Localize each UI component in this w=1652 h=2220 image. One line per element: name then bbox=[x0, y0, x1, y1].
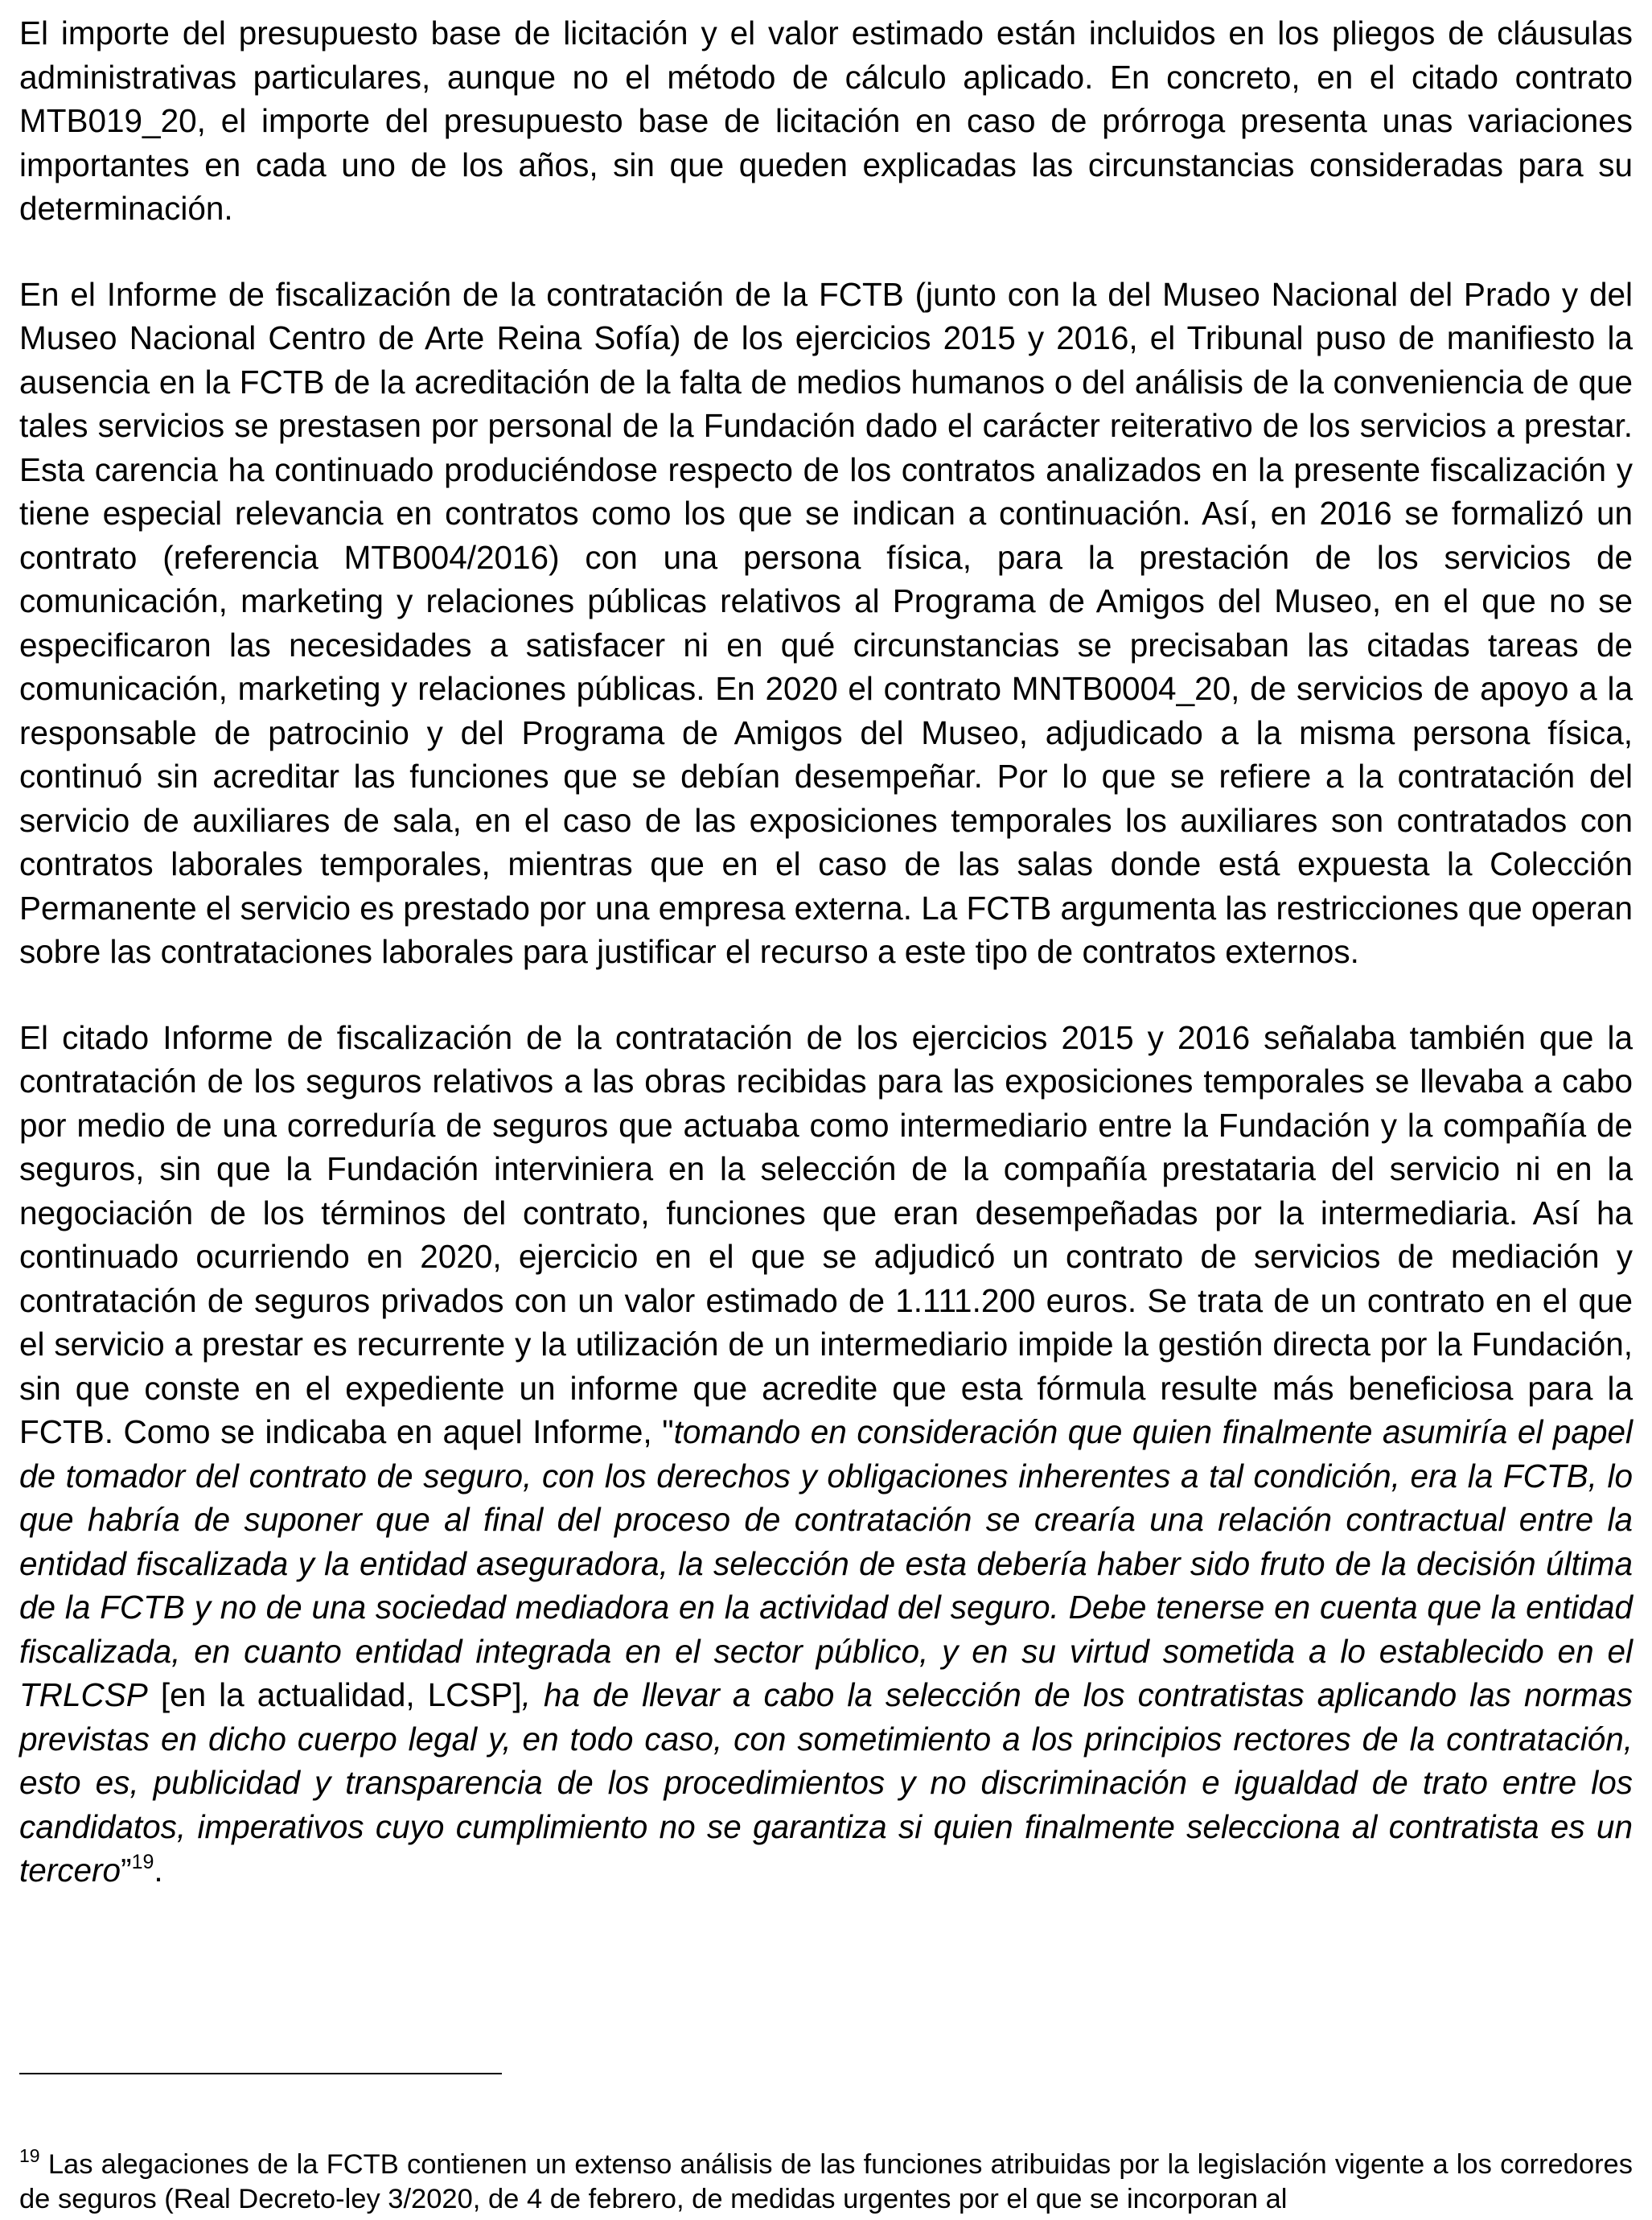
quoted-text-part2: , ha de llevar a cabo la selección de los contratistas aplicando las normas previstas en dicho cuerpo legal y, en todo caso, con sometimiento a los principios rectores de la contratación, esto es, publicidad y transparencia de los procedimientos y no discriminación e igualdad de trato entre los candidatos, imperativos cuyo cumplimiento no se garantiza si quien finalmente selecciona al contratista es un tercero bbox=[19, 1676, 1633, 1889]
footnote-number: 19 bbox=[19, 2145, 40, 2166]
footnote-reference[interactable]: 19 bbox=[131, 1851, 154, 1873]
paragraph-insurance bbox=[19, 1016, 1633, 1893]
footnote-text: Las alegaciones de la FCTB contienen un extenso análisis de las funciones atribuidas por la legislación vigente a los corredores de seguros (Real Decreto-ley 3/2020, de 4 de febrero, de medidas urgentes por el que se incorporan al bbox=[19, 2149, 1633, 2214]
bracket-note: [en la actualidad, LCSP] bbox=[147, 1676, 522, 1713]
footnote-separator bbox=[19, 2073, 502, 2074]
quoted-text-part1: tomando en consideración que quien finalmente asumiría el papel de tomador del contrato de seguro, con los derechos y obligaciones inherentes a tal condición, era la FCTB, lo que habría de suponer que al final del proceso de contratación se crearía una relación contractual entre la entidad fiscalizada y la entidad aseguradora, la selección de esta debería haber sido fruto de la decisión última de la FCTB y no de una sociedad mediadora en la actividad del seguro. Debe tenerse en cuenta que la entidad fiscalizada, en cuanto entidad integrada en el sector público, y en su virtud sometida a lo establecido en el TRLCSP bbox=[19, 1413, 1633, 1713]
paragraph-budget: El importe del presupuesto base de licitación y el valor estimado están incluidos en los pliegos de cláusulas administrativas particulares, aunque no el método de cálculo aplicado. En concreto, en el citado contrato MTB019_20, el importe del presupuesto base de licitación en caso de prórroga presenta unas variaciones importantes en cada uno de los años, sin que queden explicadas las circunstancias consideradas para su determinación. bbox=[19, 14, 1633, 227]
footnote bbox=[19, 2145, 1633, 2217]
insurance-intro-text: El citado Informe de fiscalización de la contratación de los ejercicios 2015 y 2016 señalaba también que la contratación de los seguros relativos a las obras recibidas para las exposiciones temporales se llevaba a cabo por medio de una correduría de seguros que actuaba como intermediario entre la Fundación y la compañía de seguros, sin que la Fundación interviniera en la selección de la compañía prestataria del servicio ni en la negociación de los términos del contrato, funciones que eran desempeñadas por la intermediaria. Así ha continuado ocurriendo en 2020, ejercicio en el que se adjudicó un contrato de servicios de mediación y contratación de seguros privados con un valor estimado de 1.111.200 euros. Se trata de un contrato en el que el servicio a prestar es recurrente y la utilización de un intermediario impide la gestión directa por la Fundación, sin que conste en el expediente un informe que acredite que esta fórmula resulte más beneficiosa para la FCTB. Como se indicaba en aquel Informe, " bbox=[19, 1018, 1633, 1450]
paragraph-previous-report: En el Informe de fiscalización de la contratación de la FCTB (junto con la del Museo Nacional del Prado y del Museo Nacional Centro de Arte Reina Sofía) de los ejercicios 2015 y 2016, el Tribunal puso de manifiesto la ausencia en la FCTB de la acreditación de la falta de medios humanos o del análisis de la conveniencia de que tales servicios se prestasen por personal de la Fundación dado el carácter reiterativo de los servicios a prestar. Esta carencia ha continuado produciéndose respecto de los contratos analizados en la presente fiscalización y tiene especial relevancia en contratos como los que se indican a continuación. Así, en 2016 se formalizó un contrato (referencia MTB004/2016) con una persona física, para la prestación de los servicios de comunicación, marketing y relaciones públicas relativos al Programa de Amigos del Museo, en el que no se especificaron las necesidades a satisfacer ni en qué circunstancias se precisaban las citadas tareas de comunicación, marketing y relaciones públicas. En 2020 el contrato MNTB0004_20, de servicios de apoyo a la responsable de patrocinio y del Programa de Amigos del Museo, adjudicado a la misma persona física, continuó sin acreditar las funciones que se debían desempeñar. Por lo que se refiere a la contratación del servicio de auxiliares de sala, en el caso de las exposiciones temporales los auxiliares son contratados con contratos laborales temporales, mientras que en el caso de las salas donde está expuesta la Colección Permanente el servicio es prestado por una empresa externa. La FCTB argumenta las restricciones que operan sobre las contrataciones laborales para justificar el recurso a este tipo de contratos externos. bbox=[19, 275, 1633, 970]
paragraph-ending: . bbox=[154, 1852, 163, 1889]
document-body bbox=[19, 11, 1633, 1893]
closing-quote: ” bbox=[121, 1852, 132, 1889]
